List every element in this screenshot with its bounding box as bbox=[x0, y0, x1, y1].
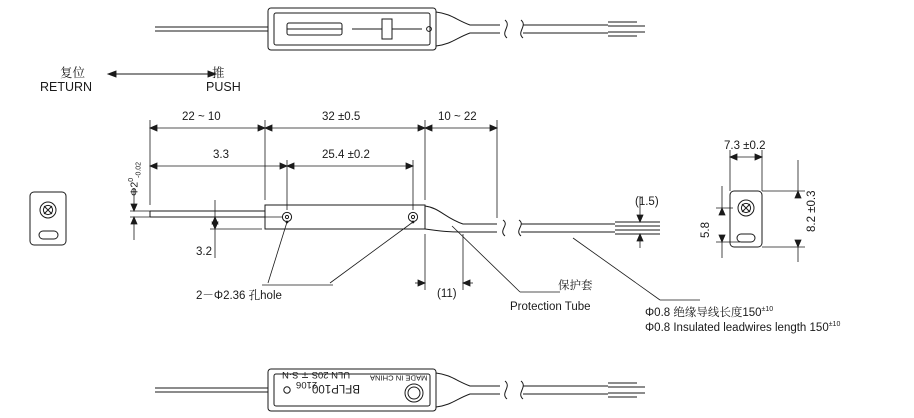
dimension-lines bbox=[130, 120, 700, 300]
marking-spec: ULN 20S ∓ S·N bbox=[282, 368, 351, 380]
main-view bbox=[150, 205, 660, 236]
callout-tube-cn: 保护套 bbox=[558, 280, 593, 292]
dim-lead-step: (1.5) bbox=[635, 196, 659, 208]
right-end-view bbox=[716, 150, 805, 262]
push-label-cn: 推 bbox=[212, 66, 225, 80]
return-label-cn: 复位 bbox=[60, 66, 86, 80]
marking-origin: MADE IN CHINA bbox=[369, 372, 428, 382]
dim-left-gap: 22 ~ 10 bbox=[182, 111, 221, 123]
dim-diameter-left-tol-dn: -0.02 bbox=[135, 161, 143, 178]
dim-diameter-left-value: Φ2 bbox=[128, 181, 141, 196]
dim-end-height: 8.2 ±0.3 bbox=[806, 190, 818, 232]
callout-leadwire-en bbox=[645, 321, 840, 335]
direction-arrows bbox=[108, 71, 216, 77]
top-view bbox=[155, 8, 645, 50]
push-label-en: PUSH bbox=[206, 80, 241, 94]
callout-leadwire-en-tol: ±10 bbox=[828, 321, 841, 328]
dim-taper-length: (11) bbox=[437, 288, 457, 300]
callout-tube-en: Protection Tube bbox=[510, 301, 591, 313]
dim-right-gap: 10 ~ 22 bbox=[438, 111, 477, 123]
callout-leadwire-en-text: Φ0.8 Insulated leadwires length 150 bbox=[645, 321, 829, 334]
dim-hole-pitch: 25.4 ±0.2 bbox=[322, 149, 370, 161]
dim-diameter-left-tol-up: 0 bbox=[128, 177, 135, 182]
callout-leadwire-cn bbox=[645, 306, 773, 320]
left-end-view bbox=[30, 192, 66, 245]
dim-hole-edge: 3.3 bbox=[213, 149, 229, 161]
return-label-en: RETURN bbox=[40, 80, 93, 94]
marking-model: BFLP100 bbox=[312, 382, 360, 395]
dim-hole-offset-v: 3.2 bbox=[196, 246, 212, 258]
dim-end-width: 7.3 ±0.2 bbox=[724, 140, 766, 152]
callout-holes: 2－Φ2.36 孔hole bbox=[196, 290, 282, 302]
callout-leadwire-cn-text: Φ0.8 绝缘导线长度150 bbox=[645, 306, 762, 319]
dim-end-inner: 5.8 bbox=[700, 222, 712, 238]
dim-diameter-left bbox=[128, 162, 144, 196]
marking-date: 2106 bbox=[296, 378, 318, 390]
dim-body-length: 32 ±0.5 bbox=[322, 111, 361, 123]
callout-leadwire-cn-tol: ±10 bbox=[761, 306, 774, 313]
